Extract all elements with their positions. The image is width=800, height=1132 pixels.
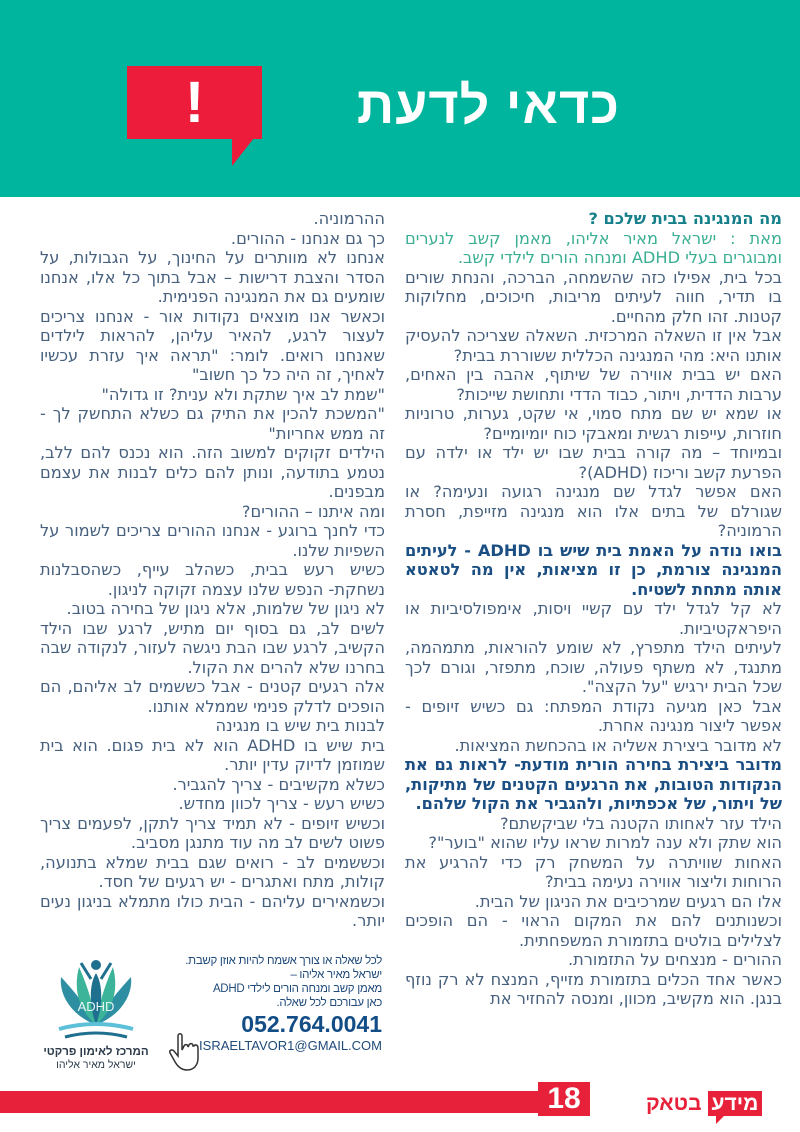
contact-line: ישראל מאיר אליהו – (290, 969, 382, 981)
alert-speech-bubble-icon (127, 66, 262, 139)
lotus-logo-icon (51, 955, 141, 1043)
article-paragraph: לא קל לגדל ילד עם קשיי ויסות, אימפולסיביות או היפראקטיביות. (405, 599, 782, 638)
article-paragraph: לא ניגון של שלמות, אלא ניגון של בחירה בטוב. (66, 599, 385, 618)
article-paragraph: האם אפשר לגדל שם מנגינה רגועה ונעימה? או שגורלם של בתים אלו הוא מנגינה מזייפת, חסרת הרמוניה? (405, 482, 782, 540)
article-paragraph: הוא שתק ולא ענה למרות שראו עליו שהוא "בוער"? (428, 833, 782, 852)
exclamation-icon: ! (184, 70, 205, 135)
magazine-logo-word1: מידע (708, 1091, 763, 1116)
contact-phone[interactable]: 052.764.0041 (241, 1011, 382, 1037)
footer-bar (0, 1091, 583, 1113)
speech-bubble-tail (232, 138, 254, 166)
article-paragraph: כאשר אחד הכלים בתזמורת מזייף, המנצח לא רק נוזף בנגן. הוא מקשיב, מכוון, ומנסה להחזיר את (405, 969, 782, 1008)
article-paragraph: וכששמים לב - רואים שגם בבית שמלא בתנועה, קולות, מתח ואתגרים - יש רגעים של חסד. (40, 852, 385, 891)
magazine-logo (640, 1090, 762, 1116)
article-paragraph: ההרמוניה. (313, 209, 385, 228)
article-heading: מה המנגינה בבית שלכם ? (588, 209, 782, 228)
contact-block (160, 954, 382, 1054)
article-paragraph: בית שיש בו ADHD הוא לא בית פגום. הוא בית שמוזמן לדיוק עדין יותר. (40, 735, 385, 774)
header-banner (0, 0, 800, 197)
article-paragraph: וכשנותנים להם את המקום הראוי - הם הופכים לצלילים בולטים בתזמורת המשפחתית. (405, 911, 782, 950)
contact-email[interactable]: ISRAELTAVOR1@GMAIL.COM (199, 1038, 382, 1053)
article-column-right (405, 209, 782, 1009)
article-paragraph: ומה איתנו – ההורים? (241, 501, 385, 521)
article-byline: מאת : ישראל מאיר אליהו, מאמן קשב לנערים ומבוגרים בעלי ADHD ומנחה הורים לילדי קשב. (405, 228, 782, 267)
article-paragraph: כשלא מקשיבים - צריך להגביר. (172, 774, 385, 794)
article-paragraph: אבל כאן מגיעה נקודת המפתח: גם כשיש זיופים - אפשר ליצור מנגינה אחרת. (405, 696, 782, 735)
logo-name: המרכז לאימון פרקטי (43, 1046, 149, 1058)
article-paragraph: הילדים זקוקים למשוב הזה. הוא נכנס להם ללב, נטמע בתודעה, ונותן להם כלים לבנות את עצמם מבפנים. (40, 443, 385, 501)
article-paragraph: כדי לחנך ברוגע - אנחנו ההורים צריכים לשמור על השפיות שלנו. (40, 521, 385, 560)
article-paragraph: בואו נודה על האמת בית שיש בו ADHD - לעיתים המנגינה צורמת, כן זו מציאות, אין מה לטאטא אותה מתחת לשטיח. (405, 540, 782, 599)
article-paragraph: לשים לב, גם בסוף יום מתיש, לרגע שבו הילד הקשיב, לרגע שבו הבת ניגשה לעזור, לנקודה שבה בחרנו שלא להרים את הקול. (40, 618, 385, 677)
article-paragraph: לבנות בית שיש בו מנגינה (215, 716, 385, 735)
article-paragraph: וכשמאירים עליהם - הבית כולו מתמלא בניגון נעים יותר. (40, 891, 385, 930)
article-paragraph: כשיש רעש - צריך לכוון מחדש. (178, 794, 385, 813)
article-paragraph: אנחנו לא מוותרים על החינוך, על הגבולות, על הסדר והצבת דרישות – אבל בתוך כל אלו, אנחנו שומעים גם את המנגינה הפנימית. (40, 248, 385, 306)
article-paragraph: "שמת לב איך שתקת ולא ענית? זו גדולה" (101, 384, 385, 404)
article-paragraph: בכל בית, אפילו כזה שהשמחה, הברכה, והנחת שורים בו תדיר, חווה לעיתים מריבות, חיכוכים, מחלוקות קטנות. זהו חלק מהחיים. (405, 267, 782, 326)
article-paragraph: וכשיש זיופים - לא תמיד צריך לתקן, לפעמים צריך פשוט לשים לב מה עוד מתנגן מסביב. (40, 813, 385, 852)
article-paragraph: "המשכת להכין את התיק גם כשלא התחשק לך - זה ממש אחריות" (40, 404, 385, 443)
article-paragraph: האם יש בבית אווירה של שיתוף, אהבה בין האחים, ערבות הדדית, ויתור, כבוד הדדי ותחושת שייכות? (405, 365, 782, 404)
contact-line: כאן עבורכם לכל שאלה. (276, 997, 382, 1009)
article-paragraph: או שמא יש שם מתח סמוי, אי שקט, גערות, טרוניות חוזרות, עייפות רגשית ומאבקי כוח יומיומיים? (405, 404, 782, 443)
article-paragraph: ובמיוחד – מה קורה בבית שבו יש ילד או ילדה עם הפרעת קשב וריכוז (ADHD)? (405, 443, 782, 482)
article-paragraph: וכאשר אנו מוצאים נקודות אור - אנחנו צריכים לעצור לרגע, להאיר עליהן, להראות לילדים שאנחנו רואים. לומר: "תראה איך עזרת עכשיו לאחיך, זה היה כל כך חשוב" (40, 306, 385, 384)
magazine-logo-word2: בטאק (646, 1091, 702, 1115)
contact-line: מאמן קשב ומנחה הורים לילדי ADHD (212, 983, 382, 995)
contact-line: לכל שאלה או צורך אשמח להיות אוזן קשבת. (185, 955, 382, 967)
page-number: 18 (538, 1082, 590, 1116)
article-paragraph: אבל אין זו השאלה המרכזית. השאלה שצריכה להעסיק אותנו היא: מהי המנגינה הכללית ששוררת בבית? (405, 326, 782, 365)
article-paragraph: לעיתים הילד מתפרץ, לא שומע להוראות, מתמהמה, מתנגד, לא משתף פעולה, שוכח, מתפזר, וגורם לכך שכל הבית ירגיש "על הקצה". (405, 638, 782, 696)
article-column-left (40, 209, 385, 931)
page-title: כדאי לדעת (356, 77, 620, 135)
article-paragraph: הילד עזר לאחותו הקטנה בלי שביקשתם? (499, 813, 782, 833)
coaching-center-logo (40, 955, 152, 1077)
article-paragraph: ההורים - מנצחים על התזמורת. (568, 950, 782, 969)
article-paragraph: אלה רגעים קטנים - אבל כששמים לב אליהם, הם הופכים לדלק פנימי שממלא אותנו. (40, 677, 385, 716)
logo-subtitle: ישראל מאיר אליהו (56, 1059, 136, 1071)
article-paragraph: כשיש רעש בבית, כשהלב עייף, כשהסבלנות נשחקת- הנפש שלנו עצמה זקוקה לניגון. (40, 560, 385, 599)
article-paragraph: מדובר ביצירת בחירה הורית מודעת- לראות גם את הנקודות הטובות, את הרגעים הקטנים של מתיקות, של ויתור, של אכפתיות, ולהגביר את הקול שלהם. (405, 755, 782, 813)
article-paragraph: אלו הם רגעים שמרכיבים את הניגון של הבית. (474, 891, 782, 911)
article-paragraph: לא מדובר ביצירת אשליה או בהכחשת המציאות. (454, 735, 782, 755)
article-paragraph: האחות שוויתרה על המשחק רק כדי להרגיע את הרוחות וליצור אווירה נעימה בבית? (405, 852, 782, 891)
logo-emblem-text: ADHD (77, 999, 115, 1014)
article-paragraph: כך גם אנחנו - ההורים. (230, 228, 385, 248)
